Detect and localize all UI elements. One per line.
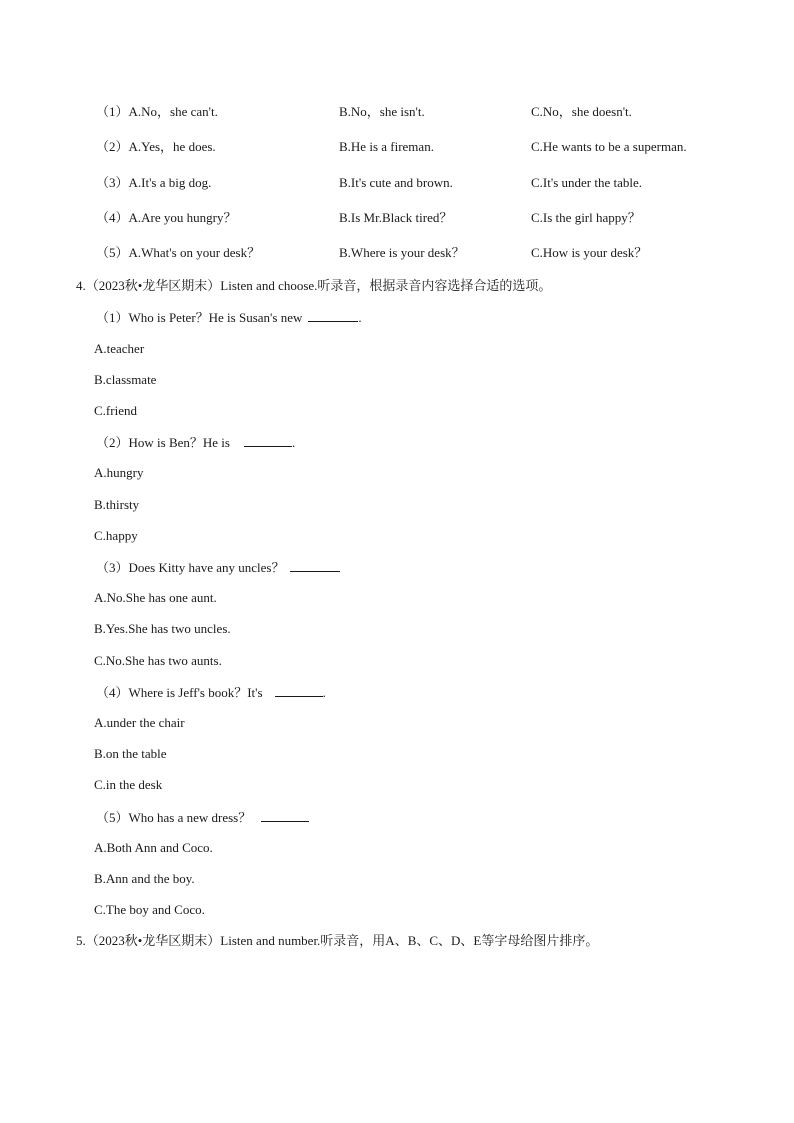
q4-item-4-option-b: B.on the table	[94, 746, 167, 761]
q4-item-4-question: （4）Where is Jeff's book？It's .	[96, 685, 326, 700]
q4-item-3-option-b: B.Yes.She has two uncles.	[94, 621, 231, 636]
q4-item-5-question: （5）Who has a new dress？	[96, 809, 309, 826]
q3-row1-option-b: B.No，she isn't.	[339, 104, 425, 119]
answer-blank	[275, 684, 323, 697]
q4-item-3-option-c: C.No.She has two aunts.	[94, 653, 222, 668]
q3-row2-option-a: （2）A.Yes，he does.	[96, 139, 216, 154]
q3-row3-option-a: （3）A.It's a big dog.	[96, 175, 212, 190]
q4-item-1-option-b: B.classmate	[94, 372, 157, 387]
q4-item-1-question: （1）Who is Peter？He is Susan's new .	[96, 310, 362, 325]
q3-row1-option-a: （1）A.No，she can't.	[96, 104, 218, 119]
q3-row5-option-b: B.Where is your desk？	[339, 245, 465, 260]
q4-item-4-option-c: C.in the desk	[94, 777, 163, 792]
q3-row4-option-a: （4）A.Are you hungry？	[96, 210, 237, 225]
q3-row5-option-c: C.How is your desk？	[531, 245, 648, 260]
q4-item-4-option-a: A.under the chair	[94, 715, 185, 730]
q4-heading: 4.（2023秋•龙华区期末）Listen and choose.听录音，根据录音内容选择合适的选项。	[76, 278, 552, 293]
q4-item-5-option-b: B.Ann and the boy.	[94, 871, 195, 886]
q4-item-1-option-c: C.friend	[94, 403, 137, 418]
q4-item-2-option-c: C.happy	[94, 528, 138, 543]
q3-row2-option-b: B.He is a fireman.	[339, 139, 434, 154]
q4-item-3-option-a: A.No.She has one aunt.	[94, 590, 217, 605]
q4-item-5-option-a: A.Both Ann and Coco.	[94, 840, 213, 855]
answer-blank	[261, 809, 309, 822]
q3-row4-option-b: B.Is Mr.Black tired？	[339, 210, 453, 225]
q4-item-2-option-b: B.thirsty	[94, 497, 140, 512]
q3-row3-option-b: B.It's cute and brown.	[339, 175, 453, 190]
q3-row2-option-c: C.He wants to be a superman.	[531, 139, 687, 154]
q4-item-1-option-a: A.teacher	[94, 341, 145, 356]
q3-row3-option-c: C.It's under the table.	[531, 175, 643, 190]
q4-item-5-option-c: C.The boy and Coco.	[94, 902, 205, 917]
q3-row1-option-c: C.No，she doesn't.	[531, 104, 632, 119]
answer-blank	[244, 434, 292, 447]
q3-row4-option-c: C.Is the girl happy？	[531, 210, 641, 225]
q4-item-2-option-a: A.hungry	[94, 465, 144, 480]
q4-item-2-question: （2）How is Ben？He is .	[96, 435, 296, 450]
q3-row5-option-a: （5）A.What's on your desk？	[96, 245, 261, 260]
answer-blank	[308, 309, 358, 322]
answer-blank	[290, 559, 340, 572]
q4-item-3-question: （3）Does Kitty have any uncles？	[96, 559, 340, 576]
q5-heading: 5.（2023秋•龙华区期末）Listen and number.听录音，用A、B、C、D、E等字母给图片排序。	[76, 933, 599, 948]
